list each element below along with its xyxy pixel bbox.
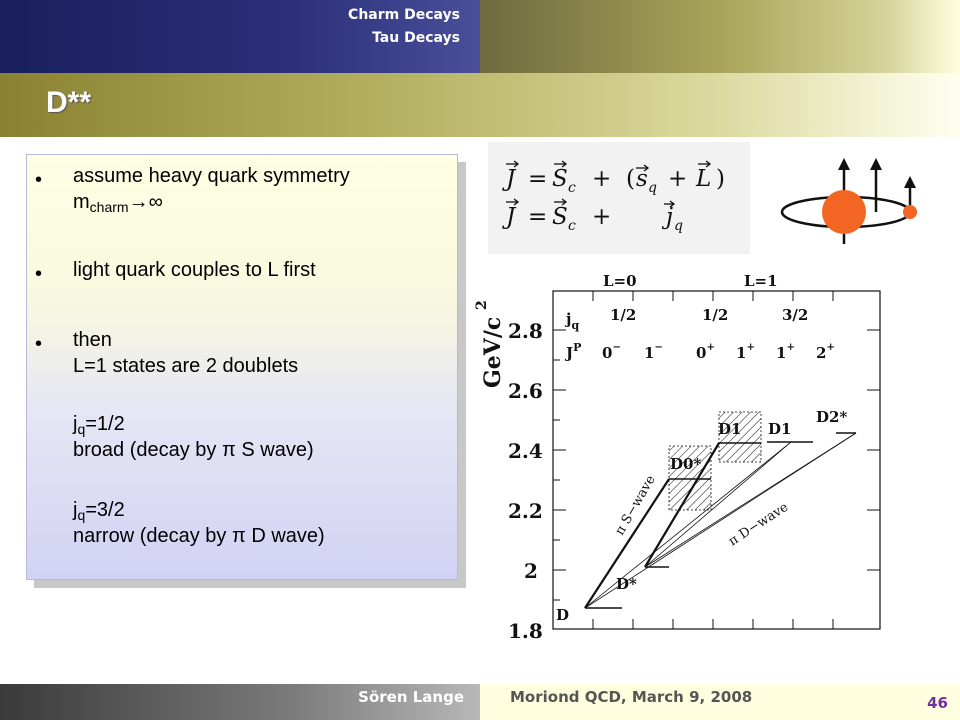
formula2-c: c [568, 218, 576, 234]
mass-symbol: m [73, 191, 90, 213]
jq-row-label: $j_q$ [566, 310, 580, 332]
title-bar [0, 73, 960, 137]
jp-value: 2+ [816, 342, 835, 362]
jq-value: 3/2 [782, 306, 809, 324]
footer-left-band [0, 684, 480, 720]
y-axis-label-exponent: 2 [474, 300, 490, 310]
jq-value: 1/2 [702, 306, 729, 324]
bullet-light-quark: light quark couples to L first [73, 259, 316, 281]
formula1-plus2: + [668, 166, 688, 192]
y-tick-label: 2.4 [508, 439, 543, 463]
jp-value: 1+ [736, 342, 755, 362]
formula1-c: c [568, 180, 576, 196]
light-quark-ball [903, 205, 917, 219]
jq-three-half-desc: narrow (decay by π D wave) [73, 525, 325, 547]
section-nav [348, 4, 460, 50]
quark-orbit-illustration [776, 152, 926, 252]
y-tick-label: 2 [524, 559, 538, 583]
bullet-box [26, 154, 458, 580]
bullet-mcharm [73, 189, 163, 215]
l1-label: L=1 [744, 272, 778, 290]
jq-three-half-label: $j_q=3/2$ [73, 499, 125, 523]
bullet-dot: • [35, 263, 43, 285]
page-number: 46 [927, 694, 948, 712]
formula1-J: J [506, 166, 516, 192]
formula1-plus: + [592, 166, 612, 192]
jp-value: 1+ [776, 342, 795, 362]
bullet-then: then [73, 329, 112, 351]
formula1-L: L [696, 166, 712, 192]
header-left-band [0, 0, 480, 73]
limit-arrow: →∞ [128, 191, 163, 213]
bullet-doublets: L=1 states are 2 doublets [73, 355, 299, 377]
jp-row-label: $J^P$ [566, 341, 582, 362]
y-tick-label: 2.8 [508, 319, 543, 343]
state-label-d1-narrow: D1 [768, 420, 792, 438]
formula2-q: q [674, 218, 683, 234]
state-label-d0-star: D0* [670, 455, 702, 473]
y-axis-label: GeV/c [480, 316, 506, 388]
state-label-d: D [556, 606, 570, 624]
jp-value: 0− [602, 342, 621, 362]
d-meson-spectrum [470, 268, 890, 646]
jq-value: 1/2 [610, 306, 637, 324]
pi-symbol: π [221, 439, 236, 461]
jq-half-desc: broad (decay by π S wave) [73, 439, 314, 461]
jp-value: 1− [644, 342, 663, 362]
header-right-band [480, 0, 960, 73]
jp-value: 0+ [696, 342, 715, 362]
slide-title: D** [46, 86, 92, 119]
formula2-j: j [666, 204, 674, 230]
heavy-quark-ball [822, 190, 866, 234]
bullet-dot: • [35, 169, 43, 191]
footer-conference: Moriond QCD, March 9, 2008 [510, 688, 753, 706]
l0-label: L=0 [603, 272, 637, 290]
angular-momentum-formula [488, 142, 750, 254]
formula2-eq: = [528, 204, 548, 230]
formula1-S: S [552, 166, 568, 192]
pi-symbol: π [231, 525, 246, 547]
jq-half-label: $j_q=1/2$ [73, 413, 125, 437]
state-label-d1-broad: D1 [718, 420, 742, 438]
formula1-paren-open: ( [626, 166, 635, 192]
nav-item-charm-decays[interactable]: Charm Decays [348, 7, 460, 23]
footer-right-band [480, 684, 960, 720]
formula1-s: s [636, 166, 648, 192]
d-wave-label: π D−wave [726, 499, 792, 550]
formula2-J: J [506, 204, 516, 230]
formula1-eq: = [528, 166, 548, 192]
state-label-d2-star: D2* [816, 408, 848, 426]
footer-author: Sören Lange [358, 688, 464, 706]
bullet-dot: • [35, 333, 43, 355]
formula1-paren-close: ) [716, 166, 725, 192]
y-tick-label: 1.8 [508, 619, 543, 643]
formula1-q: q [648, 180, 657, 196]
state-label-d-star: D* [616, 575, 637, 593]
formula2-S: S [552, 204, 568, 230]
s-wave-label: π S−wave [612, 473, 659, 538]
y-tick-label: 2.2 [508, 499, 543, 523]
formula2-plus: + [592, 204, 612, 230]
y-tick-label: 2.6 [508, 379, 543, 403]
nav-item-tau-decays[interactable]: Tau Decays [372, 30, 460, 46]
mass-subscript: charm [89, 199, 129, 215]
bullet-heavy-quark: assume heavy quark symmetry [73, 165, 350, 187]
